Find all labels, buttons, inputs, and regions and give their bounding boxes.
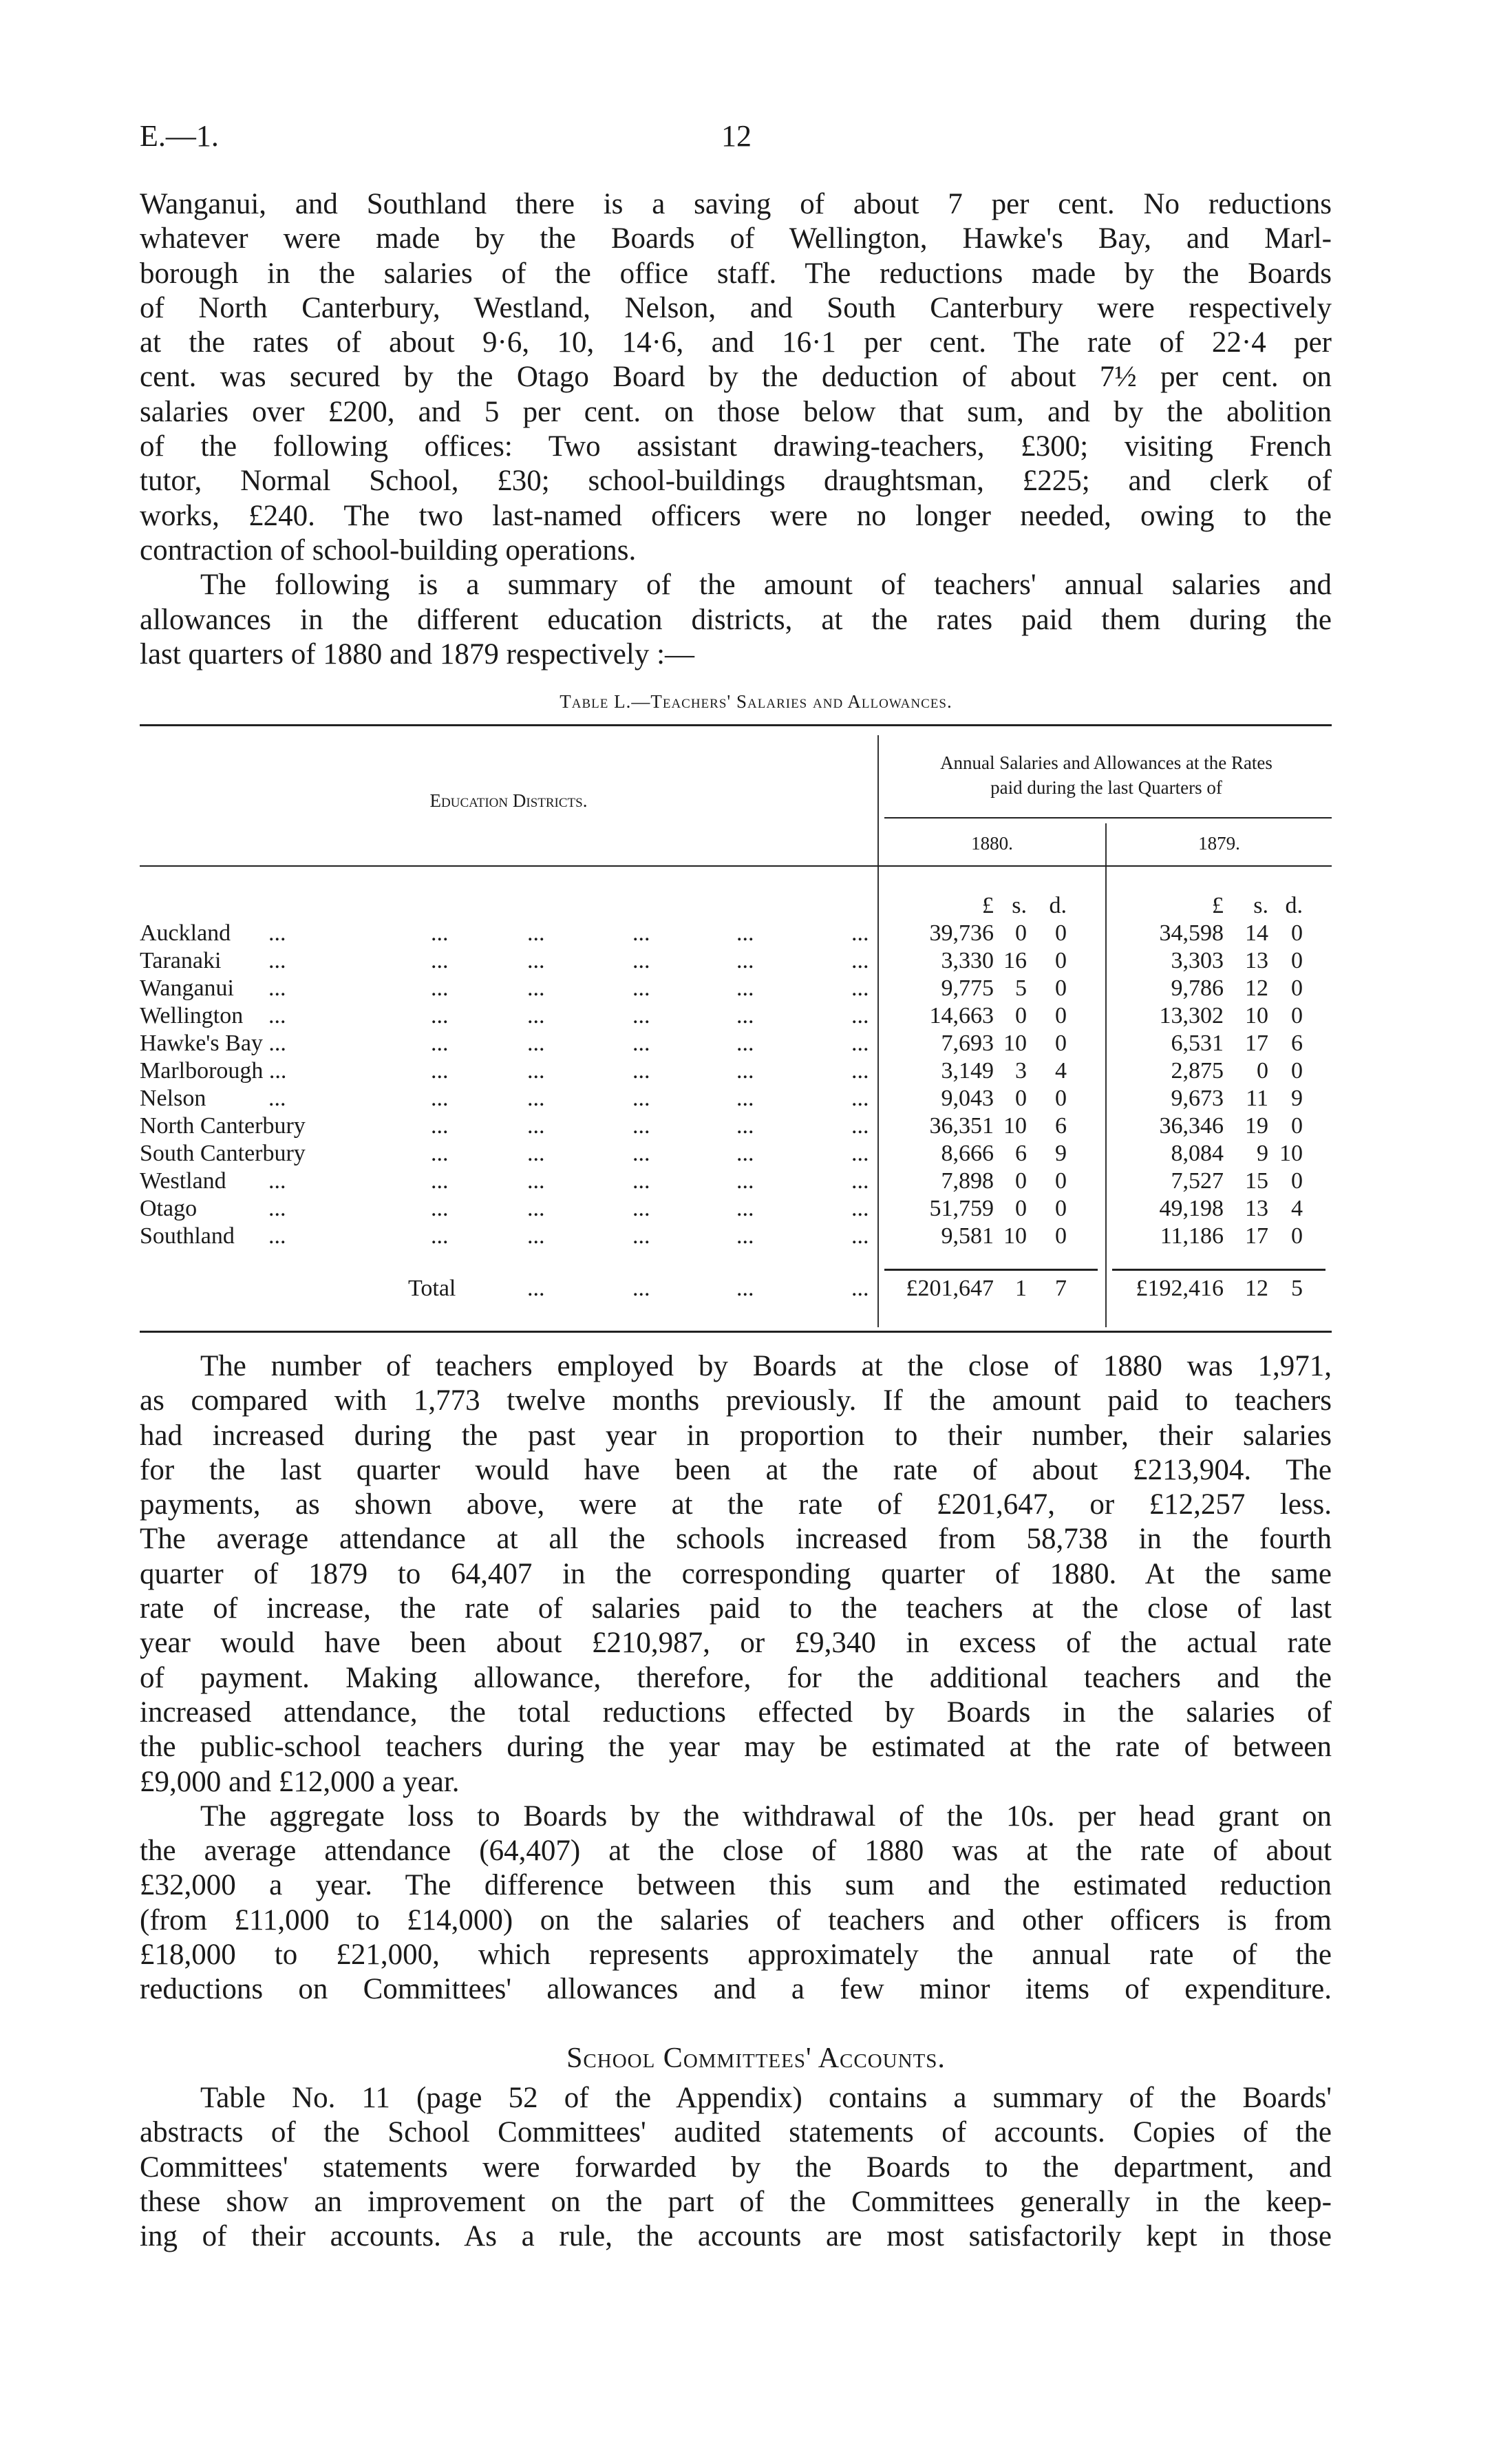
dot-leader: ... bbox=[632, 975, 650, 1001]
amount-1880-shillings: 0 bbox=[1015, 1003, 1027, 1028]
amount-1879-shillings: 11 bbox=[1246, 1086, 1268, 1111]
amount-1880-pence: 0 bbox=[1055, 1031, 1067, 1056]
amount-1879-shillings: 10 bbox=[1245, 1003, 1268, 1028]
dot-leader: ... bbox=[736, 1058, 754, 1084]
header-annual-salaries-sub: paid during the last Quarters of bbox=[990, 777, 1222, 798]
amount-1880-pounds: 14,663 bbox=[929, 1003, 994, 1028]
text-line: tutor, Normal School, £30; school-buildings draughtsman, £225; and clerk of bbox=[140, 465, 1332, 498]
dot-leader: ... bbox=[431, 975, 449, 1001]
amount-1880-pence: 0 bbox=[1055, 1168, 1067, 1194]
text-line: at the rates of about 9·6, 10, 14·6, and 16·1 per cent. The rate of 22·4 per bbox=[140, 326, 1332, 359]
sum-rule bbox=[884, 1269, 1098, 1271]
amount-1880-pence: 9 bbox=[1055, 1141, 1067, 1166]
column-divider bbox=[877, 735, 879, 1327]
district-name: Southland bbox=[140, 1223, 235, 1249]
amount-1880-shillings: 5 bbox=[1015, 975, 1027, 1001]
amount-1880-pence: 0 bbox=[1055, 1003, 1067, 1028]
dot-leader: ... bbox=[632, 1113, 650, 1139]
dot-leader: ... bbox=[851, 1168, 869, 1194]
header-rule bbox=[884, 817, 1332, 819]
dot-leader: ... bbox=[268, 1196, 286, 1221]
district-name: North Canterbury bbox=[140, 1113, 306, 1139]
header-year-1879: 1879. bbox=[1198, 833, 1240, 854]
text-line: The aggregate loss to Boards by the withdrawal of the 10s. per head grant on bbox=[200, 1799, 1332, 1833]
text-line: payments, as shown above, were at the rate of £201,647, or £12,257 less. bbox=[140, 1488, 1332, 1521]
dot-leader: ... bbox=[527, 1141, 545, 1166]
column-divider bbox=[1105, 823, 1107, 1327]
dot-leader: ... bbox=[632, 920, 650, 946]
district-name: Wellington bbox=[140, 1003, 244, 1028]
amount-1879-pence: 0 bbox=[1291, 1003, 1303, 1028]
unit-shillings: s. bbox=[1253, 893, 1268, 918]
dot-leader: ... bbox=[431, 1141, 449, 1166]
text-line: had increased during the past year in proportion to their number, their salaries bbox=[140, 1419, 1332, 1452]
amount-1879-shillings: 13 bbox=[1245, 1196, 1268, 1221]
dot-leader: ... bbox=[527, 1223, 545, 1249]
dot-leader: ... bbox=[527, 948, 545, 973]
dot-leader: ... bbox=[527, 1031, 545, 1056]
district-name: South Canterbury bbox=[140, 1141, 306, 1166]
amount-1880-shillings: 10 bbox=[1003, 1113, 1027, 1139]
dot-leader: ... bbox=[527, 920, 545, 946]
amount-1880-pence: 0 bbox=[1055, 1196, 1067, 1221]
text-line: works, £240. The two last-named officers were no longer needed, owing to the bbox=[140, 499, 1332, 532]
text-line: of North Canterbury, Westland, Nelson, and South Canterbury were respectively bbox=[140, 291, 1332, 324]
amount-1880-pounds: 39,736 bbox=[929, 920, 994, 946]
amount-1879-pounds: 8,084 bbox=[1171, 1141, 1224, 1166]
district-name: Wanganui bbox=[140, 975, 234, 1001]
dot-leader: ... bbox=[527, 975, 545, 1001]
amount-1880-shillings: 0 bbox=[1015, 1168, 1027, 1194]
text-line: reductions on Committees' allowances and a few minor items of expenditure. bbox=[140, 1973, 1332, 2006]
header-education-districts: Education Districts. bbox=[429, 790, 588, 811]
text-line: The average attendance at all the schools increased from 58,738 in the fourth bbox=[140, 1523, 1332, 1556]
text-line: allowances in the different education districts, at the rates paid them during the bbox=[140, 603, 1332, 636]
amount-1879-pence: 9 bbox=[1291, 1086, 1303, 1111]
district-name: Otago bbox=[140, 1196, 198, 1221]
dot-leader: ... bbox=[851, 1031, 869, 1056]
amount-1880-pounds: 9,775 bbox=[941, 975, 994, 1001]
amount-1879-pence: 0 bbox=[1291, 920, 1303, 946]
amount-1879-shillings: 0 bbox=[1257, 1058, 1268, 1084]
amount-1880-pence: 6 bbox=[1055, 1113, 1067, 1139]
dot-leader: ... bbox=[431, 920, 449, 946]
dot-leader: ... bbox=[851, 920, 869, 946]
amount-1879-pence: 0 bbox=[1291, 1168, 1303, 1194]
dot-leader: ... bbox=[527, 1113, 545, 1139]
amount-1880-pounds: 3,149 bbox=[941, 1058, 994, 1084]
page-identifier: E.—1. bbox=[140, 119, 219, 153]
text-line: Wanganui, and Southland there is a saving of about 7 per cent. No reductions bbox=[140, 188, 1332, 220]
dot-leader: ... bbox=[736, 1168, 754, 1194]
text-line: Committees' statements were forwarded by the Boards to the department, and bbox=[140, 2151, 1332, 2184]
dot-leader: ... bbox=[268, 920, 286, 946]
dot-leader: ... bbox=[632, 1031, 650, 1056]
amount-1879-pounds: 34,598 bbox=[1159, 920, 1224, 946]
dot-leader: ... bbox=[268, 948, 286, 973]
header-bottom-rule bbox=[140, 865, 1332, 867]
total-1879-pence: 5 bbox=[1291, 1276, 1303, 1301]
amount-1880-pence: 4 bbox=[1055, 1058, 1067, 1084]
amount-1880-shillings: 0 bbox=[1015, 920, 1027, 946]
amount-1880-shillings: 10 bbox=[1003, 1031, 1027, 1056]
total-label: Total bbox=[408, 1276, 456, 1301]
amount-1879-pounds: 13,302 bbox=[1159, 1003, 1224, 1028]
text-line: £18,000 to £21,000, which represents approximately the annual rate of the bbox=[140, 1939, 1332, 1972]
amount-1880-pounds: 9,043 bbox=[941, 1086, 994, 1111]
dot-leader: ... bbox=[632, 1003, 650, 1028]
amount-1880-pence: 0 bbox=[1055, 948, 1067, 973]
text-line: rate of increase, the rate of salaries paid to the teachers at the close of last bbox=[140, 1592, 1332, 1625]
district-name: Taranaki bbox=[140, 948, 222, 973]
amount-1879-pence: 0 bbox=[1291, 948, 1303, 973]
text-line: The number of teachers employed by Boards at the close of 1880 was 1,971, bbox=[200, 1350, 1332, 1382]
total-1880-pounds: £201,647 bbox=[906, 1276, 994, 1301]
text-line: abstracts of the School Committees' audited statements of accounts. Copies of the bbox=[140, 2116, 1332, 2149]
total-1879-pounds: £192,416 bbox=[1136, 1276, 1224, 1301]
dot-leader: ... bbox=[268, 1168, 286, 1194]
dot-leader: ... bbox=[632, 1196, 650, 1221]
amount-1879-shillings: 17 bbox=[1245, 1031, 1268, 1056]
unit-shillings: s. bbox=[1012, 893, 1027, 918]
amount-1879-shillings: 15 bbox=[1245, 1168, 1268, 1194]
dot-leader: ... bbox=[431, 1031, 449, 1056]
unit-pence: d. bbox=[1285, 893, 1303, 918]
dot-leader: ... bbox=[527, 1058, 545, 1084]
dot-leader: ... bbox=[851, 1086, 869, 1111]
amount-1879-pence: 0 bbox=[1291, 1223, 1303, 1249]
amount-1879-pounds: 9,786 bbox=[1171, 975, 1224, 1001]
text-line: as compared with 1,773 twelve months previously. If the amount paid to teachers bbox=[140, 1384, 1332, 1417]
text-line: these show an improvement on the part of the Committees generally in the keep- bbox=[140, 2185, 1332, 2218]
text-line: the average attendance (64,407) at the close of 1880 was at the rate of about bbox=[140, 1835, 1332, 1868]
dot-leader: ... bbox=[431, 1113, 449, 1139]
text-line: whatever were made by the Boards of Wellington, Hawke's Bay, and Marl- bbox=[140, 222, 1332, 255]
table-top-rule bbox=[140, 724, 1332, 726]
dot-leader: ... bbox=[736, 1223, 754, 1249]
amount-1880-pounds: 3,330 bbox=[941, 948, 994, 973]
dot-leader: ... bbox=[431, 1058, 449, 1084]
amount-1880-pounds: 36,351 bbox=[929, 1113, 994, 1139]
text-line: salaries over £200, and 5 per cent. on those below that sum, and by the abolition bbox=[140, 395, 1332, 428]
amount-1879-pounds: 3,303 bbox=[1171, 948, 1224, 973]
dot-leader: ... bbox=[527, 1086, 545, 1111]
text-line: contraction of school-building operations. bbox=[140, 534, 637, 567]
total-1880-pence: 7 bbox=[1055, 1276, 1067, 1301]
dot-leader: ... bbox=[736, 920, 754, 946]
text-line: for the last quarter would have been at the rate of about £213,904. The bbox=[140, 1453, 1332, 1486]
amount-1880-pence: 0 bbox=[1055, 1223, 1067, 1249]
amount-1880-pence: 0 bbox=[1055, 920, 1067, 946]
amount-1880-shillings: 16 bbox=[1003, 948, 1027, 973]
dot-leader: ... bbox=[736, 1113, 754, 1139]
dot-leader: ... bbox=[632, 1086, 650, 1111]
dot-leader: ... bbox=[736, 1086, 754, 1111]
dot-leader: ... bbox=[268, 975, 286, 1001]
unit-pounds: £ bbox=[1212, 893, 1224, 918]
amount-1879-pence: 0 bbox=[1291, 975, 1303, 1001]
amount-1879-pounds: 9,673 bbox=[1171, 1086, 1224, 1111]
amount-1879-pounds: 6,531 bbox=[1171, 1031, 1224, 1056]
text-line: ing of their accounts. As a rule, the accounts are most satisfactorily kept in those bbox=[140, 2220, 1332, 2253]
section-heading: School Committees' Accounts. bbox=[566, 2042, 946, 2074]
text-line: the public-school teachers during the year may be estimated at the rate of between bbox=[140, 1731, 1332, 1764]
dot-leader: ... bbox=[268, 1003, 286, 1028]
text-line: borough in the salaries of the office staff. The reductions made by the Boards bbox=[140, 257, 1332, 290]
amount-1879-shillings: 14 bbox=[1245, 920, 1268, 946]
amount-1879-shillings: 9 bbox=[1257, 1141, 1268, 1166]
amount-1880-shillings: 10 bbox=[1003, 1223, 1027, 1249]
dot-leader: ... bbox=[736, 1276, 754, 1301]
amount-1879-pence: 0 bbox=[1291, 1058, 1303, 1084]
amount-1879-pence: 0 bbox=[1291, 1113, 1303, 1139]
dot-leader: ... bbox=[268, 1086, 286, 1111]
amount-1880-pounds: 7,693 bbox=[941, 1031, 994, 1056]
text-line: cent. was secured by the Otago Board by the deduction of about 7½ per cent. on bbox=[140, 361, 1332, 394]
dot-leader: ... bbox=[851, 1141, 869, 1166]
dot-leader: ... bbox=[431, 1223, 449, 1249]
dot-leader: ... bbox=[632, 1058, 650, 1084]
dot-leader: ... bbox=[851, 1003, 869, 1028]
amount-1879-pounds: 7,527 bbox=[1171, 1168, 1224, 1194]
text-line: The following is a summary of the amount of teachers' annual salaries and bbox=[200, 569, 1332, 602]
dot-leader: ... bbox=[851, 975, 869, 1001]
dot-leader: ... bbox=[632, 1168, 650, 1194]
sum-rule bbox=[1112, 1269, 1325, 1271]
amount-1880-pounds: 8,666 bbox=[941, 1141, 994, 1166]
amount-1879-pounds: 36,346 bbox=[1159, 1113, 1224, 1139]
amount-1880-shillings: 0 bbox=[1015, 1086, 1027, 1111]
dot-leader: ... bbox=[431, 1168, 449, 1194]
dot-leader: ... bbox=[632, 1141, 650, 1166]
total-1880-shillings: 1 bbox=[1015, 1276, 1027, 1301]
header-year-1880: 1880. bbox=[971, 833, 1013, 854]
dot-leader: ... bbox=[851, 948, 869, 973]
text-line: of payment. Making allowance, therefore, for the additional teachers and the bbox=[140, 1661, 1332, 1694]
text-line: quarter of 1879 to 64,407 in the corresponding quarter of 1880. At the same bbox=[140, 1557, 1332, 1590]
text-line: of the following offices: Two assistant drawing-teachers, £300; visiting French bbox=[140, 430, 1332, 463]
unit-pence: d. bbox=[1049, 893, 1067, 918]
dot-leader: ... bbox=[851, 1223, 869, 1249]
dot-leader: ... bbox=[736, 1196, 754, 1221]
amount-1879-pounds: 2,875 bbox=[1171, 1058, 1224, 1084]
dot-leader: ... bbox=[431, 1196, 449, 1221]
amount-1880-pence: 0 bbox=[1055, 975, 1067, 1001]
district-name: Marlborough ... bbox=[140, 1058, 287, 1084]
dot-leader: ... bbox=[736, 975, 754, 1001]
amount-1879-pounds: 49,198 bbox=[1159, 1196, 1224, 1221]
total-1879-shillings: 12 bbox=[1245, 1276, 1268, 1301]
dot-leader: ... bbox=[527, 1003, 545, 1028]
text-line: increased attendance, the total reductions effected by Boards in the salaries of bbox=[140, 1696, 1332, 1729]
dot-leader: ... bbox=[736, 1141, 754, 1166]
amount-1880-pounds: 7,898 bbox=[941, 1168, 994, 1194]
amount-1880-pounds: 51,759 bbox=[929, 1196, 994, 1221]
district-name: Nelson bbox=[140, 1086, 206, 1111]
text-line: Table No. 11 (page 52 of the Appendix) contains a summary of the Boards' bbox=[200, 2082, 1332, 2114]
text-line: £9,000 and £12,000 a year. bbox=[140, 1765, 460, 1798]
dot-leader: ... bbox=[431, 1003, 449, 1028]
text-line: (from £11,000 to £14,000) on the salaries of teachers and other officers is from bbox=[140, 1903, 1332, 1936]
dot-leader: ... bbox=[736, 948, 754, 973]
amount-1879-shillings: 13 bbox=[1245, 948, 1268, 973]
text-block-committees bbox=[140, 2081, 1332, 2254]
district-name: Auckland bbox=[140, 920, 231, 946]
dot-leader: ... bbox=[632, 1276, 650, 1301]
dot-leader: ... bbox=[851, 1058, 869, 1084]
text-line: last quarters of 1880 and 1879 respectively :— bbox=[140, 637, 695, 671]
text-block-teachers bbox=[140, 1349, 1332, 2007]
amount-1879-shillings: 12 bbox=[1245, 975, 1268, 1001]
amount-1879-shillings: 17 bbox=[1245, 1223, 1268, 1249]
dot-leader: ... bbox=[851, 1276, 869, 1301]
dot-leader: ... bbox=[527, 1168, 545, 1194]
dot-leader: ... bbox=[632, 1223, 650, 1249]
amount-1879-pence: 6 bbox=[1291, 1031, 1303, 1056]
amount-1880-pounds: 9,581 bbox=[941, 1223, 994, 1249]
text-line: £32,000 a year. The difference between this sum and the estimated reduction bbox=[140, 1869, 1332, 1902]
dot-leader: ... bbox=[431, 1086, 449, 1111]
dot-leader: ... bbox=[736, 1031, 754, 1056]
amount-1879-shillings: 19 bbox=[1245, 1113, 1268, 1139]
dot-leader: ... bbox=[736, 1003, 754, 1028]
table-bottom-rule bbox=[140, 1331, 1332, 1333]
text-block-salaries-reductions bbox=[140, 187, 1332, 672]
text-line: year would have been about £210,987, or £9,340 in excess of the actual rate bbox=[140, 1627, 1332, 1660]
dot-leader: ... bbox=[268, 1223, 286, 1249]
amount-1879-pence: 4 bbox=[1291, 1196, 1303, 1221]
dot-leader: ... bbox=[851, 1196, 869, 1221]
dot-leader: ... bbox=[527, 1276, 545, 1301]
district-name: Hawke's Bay ... bbox=[140, 1031, 286, 1056]
amount-1880-shillings: 6 bbox=[1015, 1141, 1027, 1166]
dot-leader: ... bbox=[851, 1113, 869, 1139]
amount-1879-pounds: 11,186 bbox=[1160, 1223, 1224, 1249]
district-name: Westland bbox=[140, 1168, 226, 1194]
page-number: 12 bbox=[721, 119, 752, 153]
dot-leader: ... bbox=[431, 948, 449, 973]
amount-1880-pence: 0 bbox=[1055, 1086, 1067, 1111]
header-annual-salaries: Annual Salaries and Allowances at the Rates bbox=[940, 752, 1273, 773]
dot-leader: ... bbox=[527, 1196, 545, 1221]
amount-1880-shillings: 0 bbox=[1015, 1196, 1027, 1221]
unit-pounds: £ bbox=[982, 893, 994, 918]
amount-1880-shillings: 3 bbox=[1015, 1058, 1027, 1084]
amount-1879-pence: 10 bbox=[1279, 1141, 1303, 1166]
table-caption: Table L.—Teachers' Salaries and Allowances. bbox=[560, 691, 952, 712]
dot-leader: ... bbox=[632, 948, 650, 973]
